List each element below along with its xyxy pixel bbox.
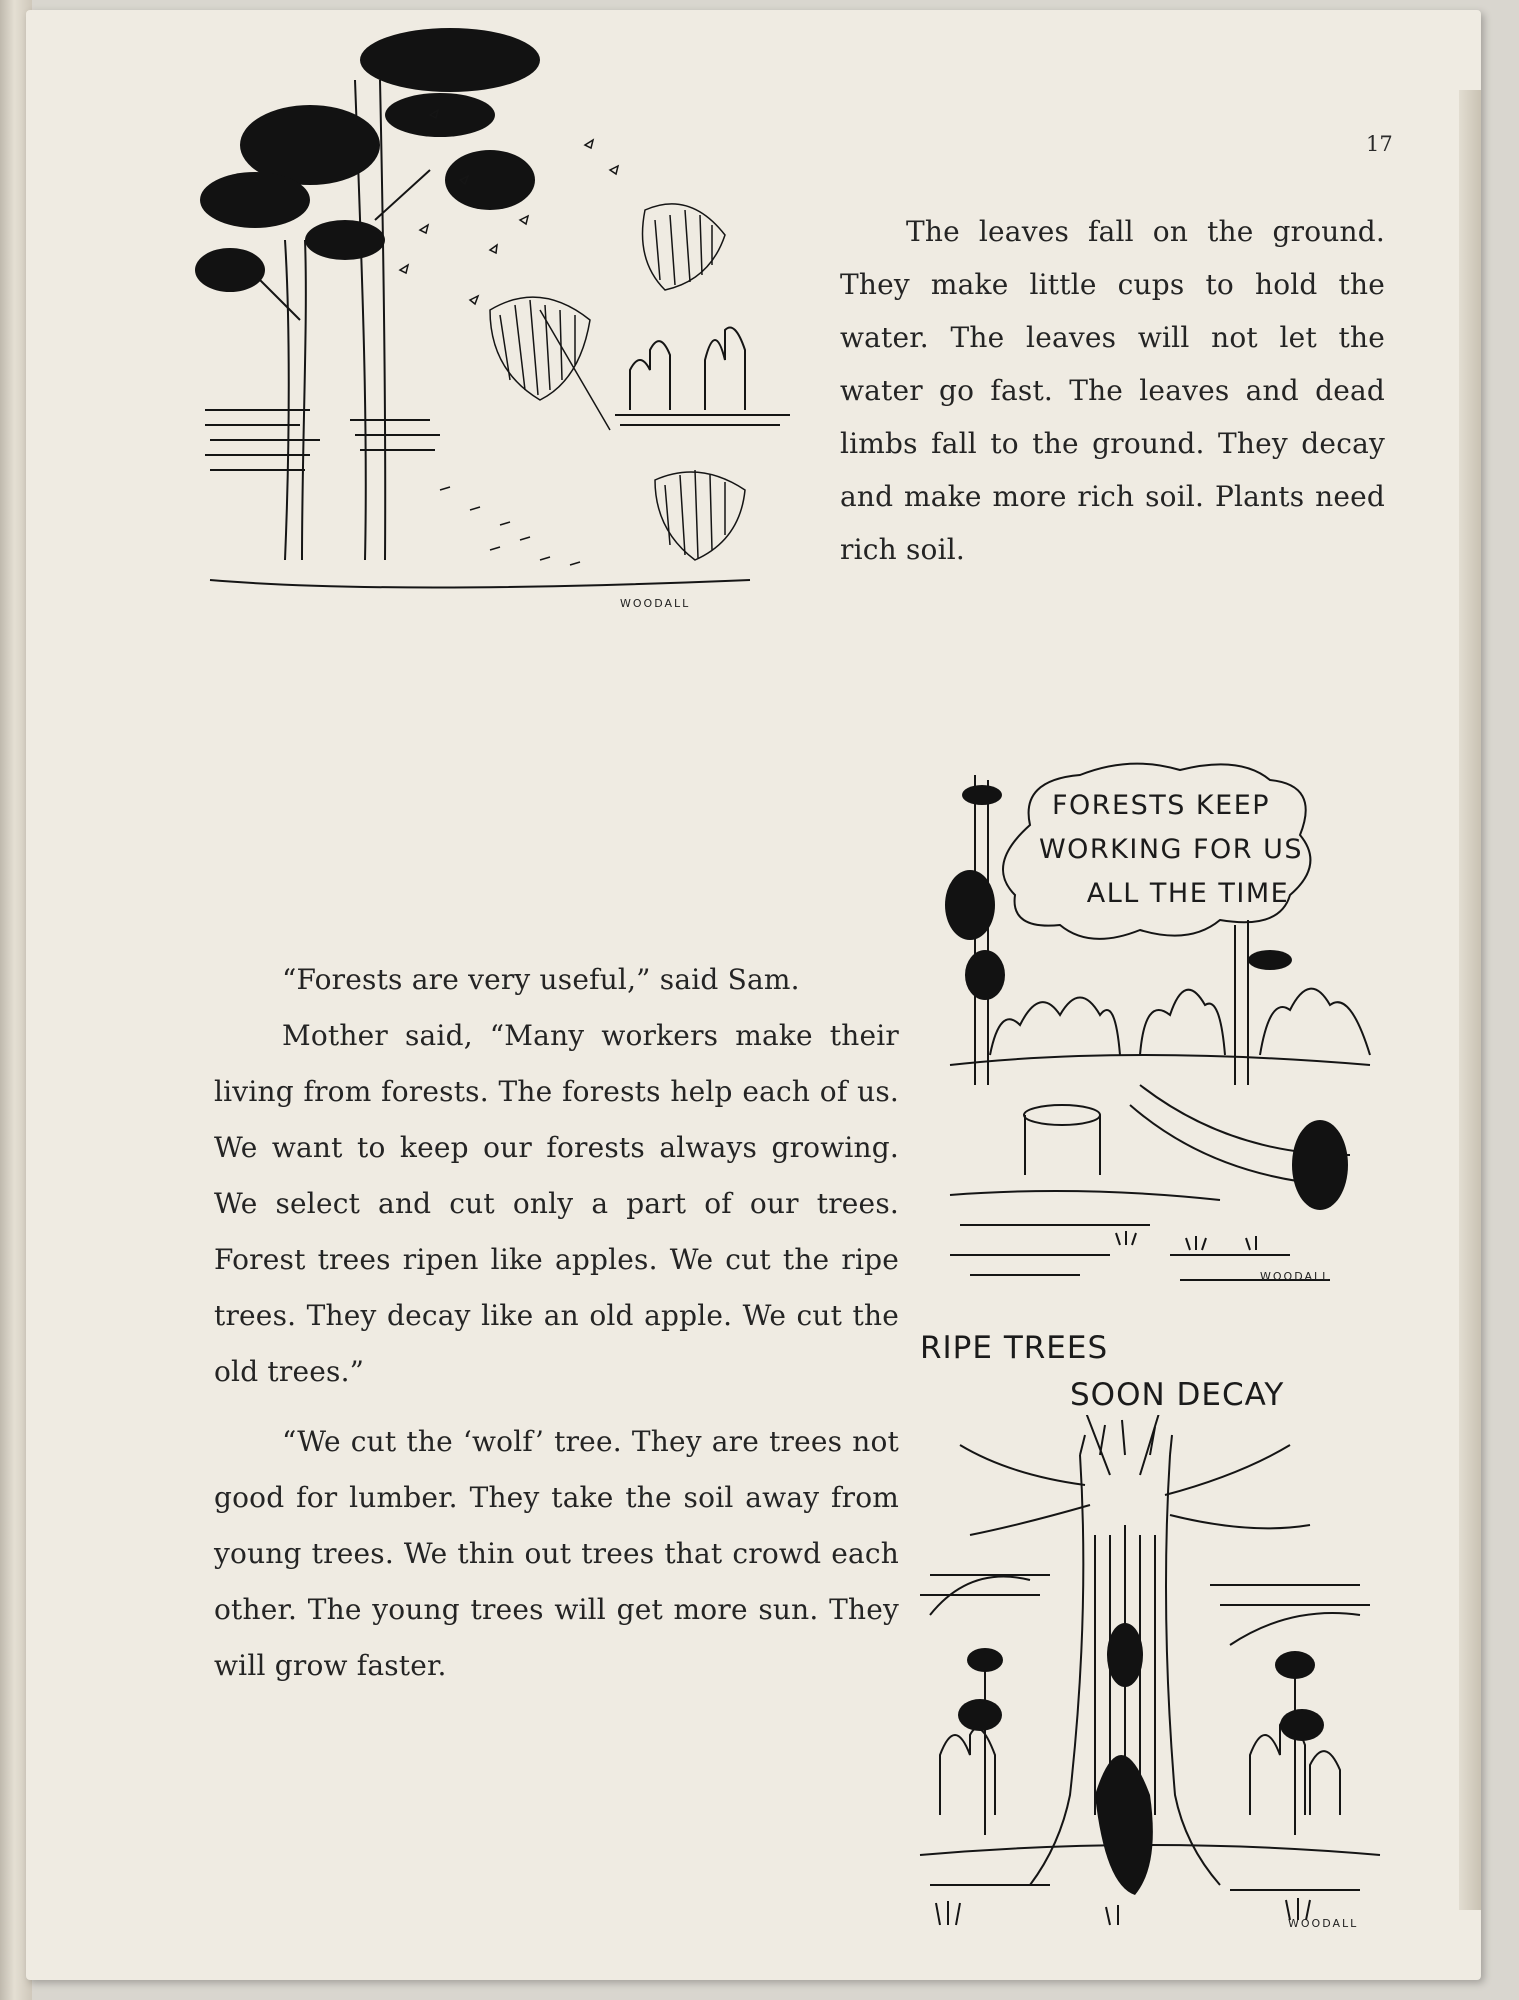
leaves-signature: WOODALL [620, 597, 691, 610]
bubble-line-3: ALL THE TIME [1086, 878, 1290, 909]
leaves-illustration [190, 20, 810, 620]
paragraph-text: “We cut the ‘wolf’ tree. They are trees not good for lumber. They take the soil away from young trees. We thin out trees that crowd each other. The young trees will get more sun. They will grow faster. [214, 1425, 899, 1682]
ripe-tree-signature: WOODALL [1288, 1917, 1359, 1930]
paragraph-forests [214, 952, 899, 1694]
forest-signature: WOODALL [1260, 1270, 1331, 1283]
page-stack-edge [1459, 90, 1481, 1910]
page-number: 17 [1366, 132, 1393, 156]
paragraph-leaves [840, 205, 1385, 576]
paragraph-text: “Forests are very useful,” said Sam. [282, 963, 800, 996]
ripe-trees-caption-line-1: RIPE TREES [920, 1330, 1109, 1366]
bubble-line-2: WORKING FOR US [1038, 834, 1304, 865]
paragraph-text: Mother said, “Many workers make their living from forests. The forests help each of us. We want to keep our forests always growing. We select and cut only a part of our trees. Forest trees ripen like apples. We cut the ripe trees. They decay like an old apple. We cut the old trees.” [214, 1019, 899, 1388]
paragraph-text: The leaves fall on the ground. They make little cups to hold the water. The leaves will not let the water go fast. The leaves and dead limbs fall to the ground. They decay and make more rich soil. Plants need rich soil. [840, 215, 1385, 566]
ripe-tree-illustration [910, 1415, 1390, 1935]
bubble-line-1: FORESTS KEEP [1051, 790, 1271, 821]
ripe-trees-caption-line-2: SOON DECAY [1070, 1377, 1285, 1413]
